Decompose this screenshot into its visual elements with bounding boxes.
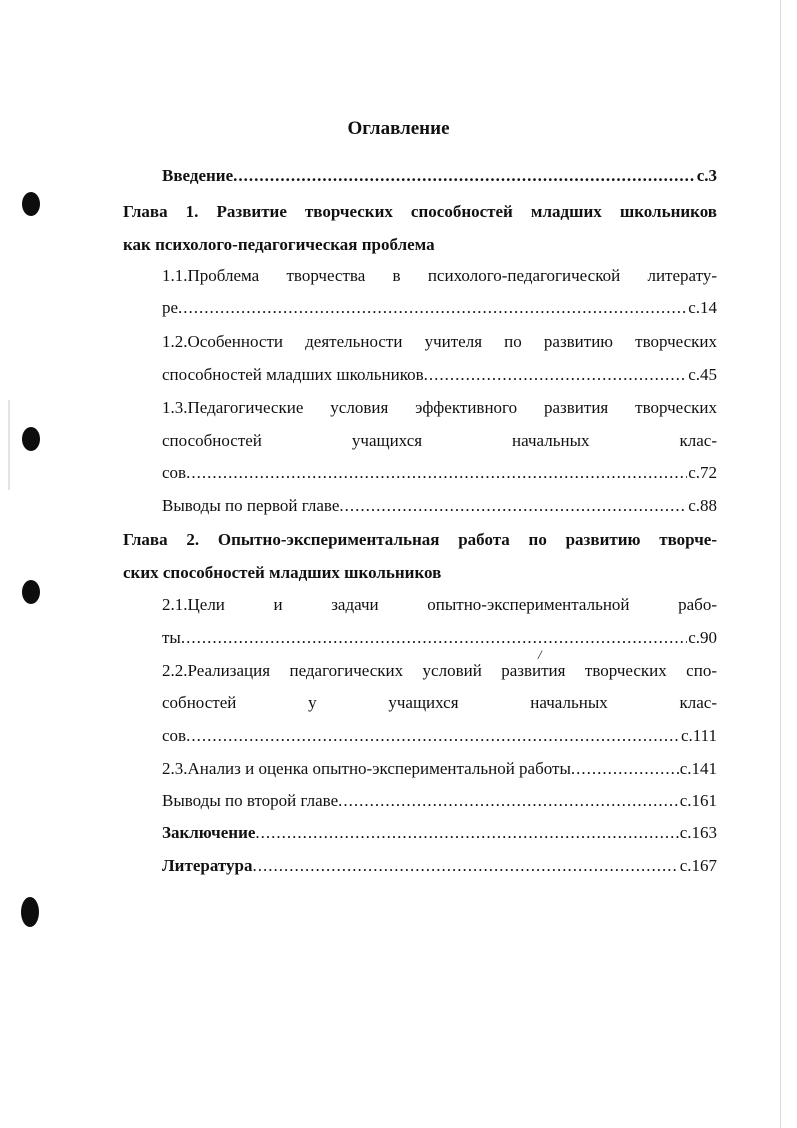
toc-label: Выводы по первой главе [162,496,340,515]
toc-entry-1-3: 1.3.Педагогические условия эффективного развития творческих [162,398,717,417]
toc-label: сов [162,463,187,482]
page-title: Оглавление [347,118,450,139]
toc-entry-1-3-cont: способностей учащихся начальных клас- [162,431,717,450]
binder-hole [22,192,40,216]
toc-entry-2-1-end [162,627,717,649]
toc-label: 2.3.Анализ и оценка опытно-экспериментальной работы [162,759,571,778]
toc-page: с.3 [696,166,717,185]
toc-entry-1-2: 1.2.Особенности деятельности учителя по развитию творческих [162,332,717,351]
dot-leader [571,758,679,780]
dot-leader [339,495,687,517]
toc-entry-2-3 [162,758,717,780]
chapter-1-heading-cont: как психолого-педагогическая проблема [123,235,435,254]
toc-page: с.161 [679,791,717,810]
dot-leader [424,364,688,386]
toc-label: Литература [162,856,253,875]
toc-label: Введение [162,166,234,185]
toc-page: с.72 [688,463,717,482]
toc-entry-2-2: 2.2.Реализация педагогических условий развития творческих спо- [162,661,717,680]
binder-hole [22,427,40,451]
pen-mark: / [538,647,542,662]
dot-leader [233,165,696,187]
toc-page: с.90 [688,628,717,647]
binder-hole [21,897,39,927]
toc-page: с.45 [688,365,717,384]
toc-label: ре [162,298,179,317]
dot-leader [178,297,687,319]
scan-smudge [8,400,10,490]
chapter-2-heading-cont: ских способностей младших школьников [123,563,442,582]
dot-leader [338,790,679,812]
toc-label: способностей младших школьников [162,365,424,384]
toc-entry-2-1: 2.1.Цели и задачи опытно-экспериментальной рабо- [162,595,717,614]
toc-entry-1-1: 1.1.Проблема творчества в психолого-педагогической литерату- [162,266,717,285]
page-edge [780,0,781,1128]
toc-entry-1-2-end [162,364,717,386]
toc-entry-2-2-cont: собностей у учащихся начальных клас- [162,693,717,712]
toc-entry-ch1-conclusions [162,495,717,517]
toc-page: с.111 [680,726,717,745]
binder-hole [22,580,40,604]
dot-leader [186,725,680,747]
dot-leader [255,822,678,844]
dot-leader [186,462,687,484]
toc-entry-intro [162,165,717,187]
toc-entry-1-3-end [162,462,717,484]
toc-label: Выводы по второй главе [162,791,339,810]
toc-label: Заключение [162,823,256,842]
toc-page: с.167 [679,856,717,875]
toc-page: с.163 [679,823,717,842]
toc-page: с.14 [688,298,717,317]
toc-entry-literature [162,855,717,877]
dot-leader [252,855,678,877]
toc-page: с.141 [679,759,717,778]
dot-leader [181,627,687,649]
toc-entry-1-1-end [162,297,717,319]
toc-entry-conclusion [162,822,717,844]
toc-entry-2-2-end [162,725,717,747]
toc-label: сов [162,726,187,745]
toc-page: с.88 [688,496,717,515]
toc-label: ты [162,628,181,647]
chapter-1-heading: Глава 1. Развитие творческих способностей младших школьников [123,202,717,221]
chapter-2-heading: Глава 2. Опытно-экспериментальная работа по развитию творче- [123,530,717,549]
toc-entry-ch2-conclusions [162,790,717,812]
